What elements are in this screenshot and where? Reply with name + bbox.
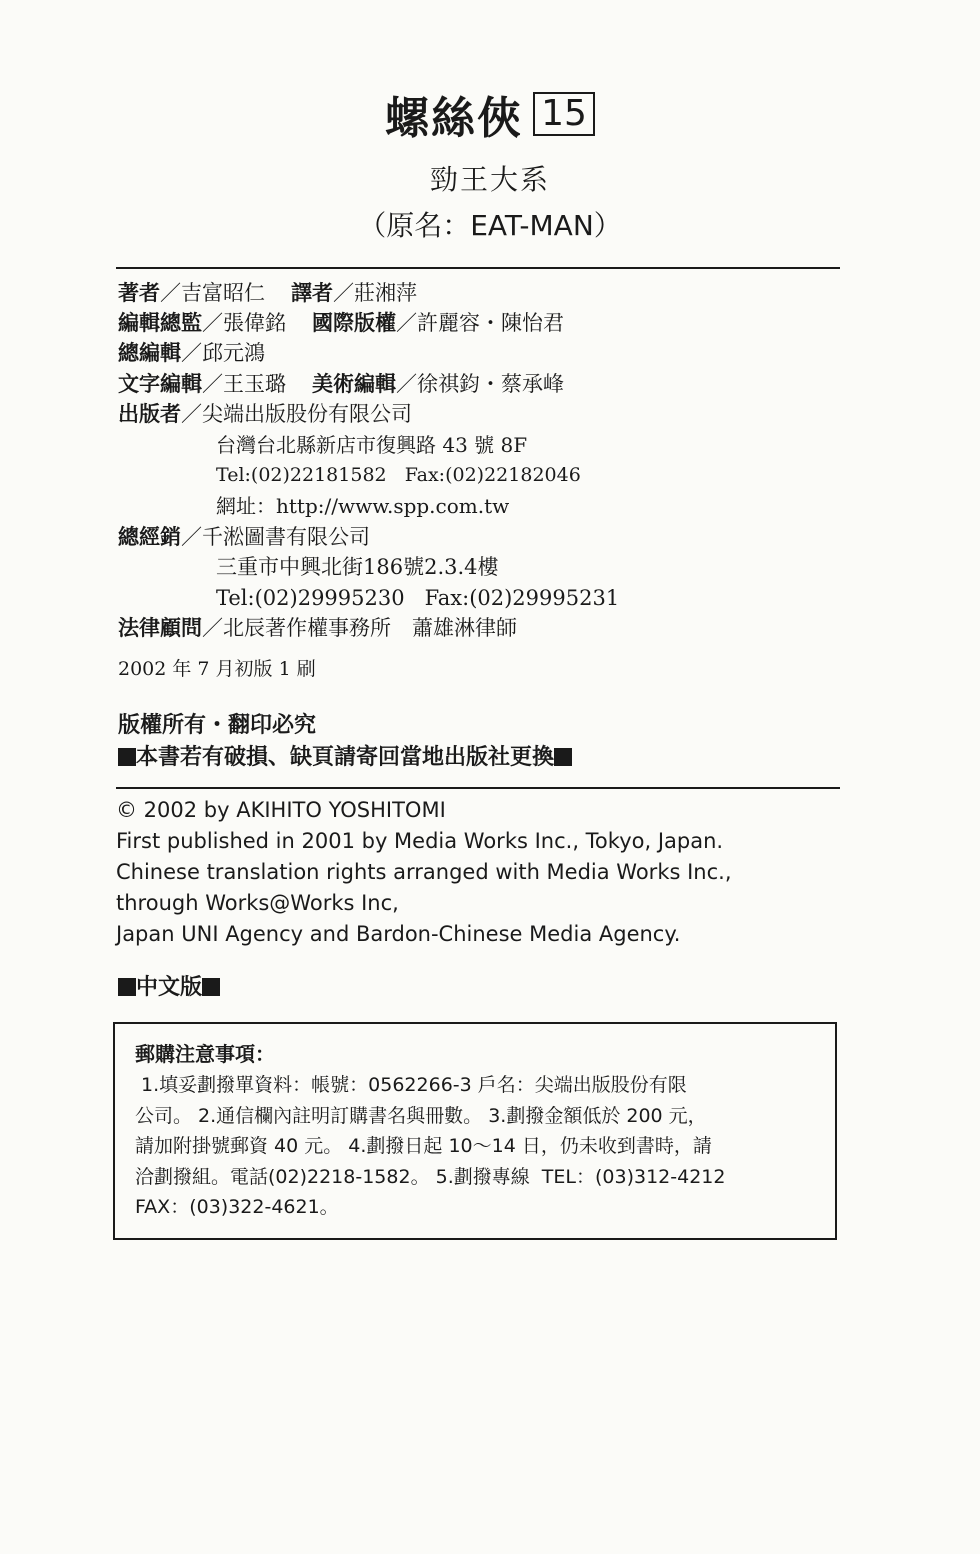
english-line-4: Japan UNI Agency and Bardon-Chinese Media Agency.	[116, 922, 681, 946]
credit-general-editor: 總編輯／邱元鴻	[118, 341, 265, 365]
square-bullet-icon	[118, 978, 136, 996]
distributor-address: 三重市中興北街186號2.3.4樓	[216, 555, 499, 579]
divider-middle	[116, 787, 840, 789]
chief-editor: 張偉銘	[223, 311, 286, 335]
order-notice-line: 公司。 2.通信欄內註明訂購書名與冊數。 3.劃撥金額低於 200 元，	[135, 1104, 707, 1127]
order-notice-box	[113, 1022, 837, 1240]
credit-distributor: 總經銷／千淞圖書有限公司	[118, 525, 370, 549]
english-line-1: First published in 2001 by Media Works Inc., Tokyo, Japan.	[116, 829, 724, 853]
general-editor-label: 總編輯	[118, 341, 181, 365]
rights-notice: 版權所有・翻印必究	[118, 713, 317, 738]
copyright-line: © 2002 by AKIHITO YOSHITOMI	[116, 798, 446, 822]
legal-label: 法律顧問	[118, 616, 202, 640]
order-notice-text	[135, 1070, 726, 1223]
title-row	[0, 82, 980, 146]
divider-top	[116, 267, 840, 269]
publisher-label: 出版者	[118, 402, 181, 426]
legal: 北辰著作權事務所 蕭雄淋律師	[223, 616, 517, 640]
art-editor-label: 美術編輯	[312, 372, 396, 396]
distributor-label: 總經銷	[118, 525, 181, 549]
credit-legal: 法律顧問／北辰著作權事務所 蕭雄淋律師	[118, 616, 517, 640]
credit-text-art-editor: 文字編輯／王玉璐 美術編輯／徐祺鈞・蔡承峰	[118, 372, 564, 396]
credit-author-translator: 著者／吉富昭仁 譯者／莊湘萍	[118, 281, 417, 305]
translator: 莊湘萍	[354, 281, 417, 305]
series-subtitle: 勁王大系	[429, 163, 550, 196]
original-name: （原名：EAT-MAN）	[358, 209, 622, 242]
distributor: 千淞圖書有限公司	[202, 525, 370, 549]
chinese-edition: 中文版	[136, 975, 203, 1000]
translator-label: 譯者	[291, 281, 333, 305]
square-bullet-icon	[554, 748, 572, 766]
art-editor: 徐祺鈞・蔡承峰	[417, 372, 564, 396]
replace-notice-line	[118, 740, 572, 771]
credit-publisher: 出版者／尖端出版股份有限公司	[118, 402, 412, 426]
author-label: 著者	[118, 281, 160, 305]
english-line-2: Chinese translation rights arranged with Media Works Inc.,	[116, 860, 732, 884]
chinese-edition-line	[118, 970, 220, 1001]
edition-date: 2002 年 7 月初版 1 刷	[118, 658, 316, 680]
order-notice-line: 請加附掛號郵資 40 元。 4.劃撥日起 10～14 日，仍未收到書時，請	[135, 1135, 712, 1157]
publisher-tel-fax: Tel:(02)22181582 Fax:(02)22182046	[216, 464, 581, 486]
square-bullet-icon	[202, 978, 220, 996]
square-bullet-icon	[118, 748, 136, 766]
replace-notice: 本書若有破損、缺頁請寄回當地出版社更換	[136, 745, 555, 770]
general-editor: 邱元鴻	[202, 341, 265, 365]
english-line-3: through Works@Works Inc,	[116, 891, 399, 915]
book-title: 螺絲俠	[385, 93, 524, 144]
text-editor-label: 文字編輯	[118, 372, 202, 396]
order-notice-line: FAX：(03)322-4621。	[135, 1196, 339, 1218]
intl-rights: 許麗容・陳怡君	[417, 311, 564, 335]
order-notice-title: 郵購注意事項：	[135, 1042, 275, 1066]
order-notice-line: 1.填妥劃撥單資料：帳號：0562266-3 戶名：尖端出版股份有限	[135, 1074, 687, 1096]
publisher-address: 台灣台北縣新店市復興路 43 號 8F	[216, 433, 528, 457]
publisher: 尖端出版股份有限公司	[202, 402, 412, 426]
distributor-tel-fax: Tel:(02)29995230 Fax:(02)29995231	[216, 586, 620, 610]
text-editor: 王玉璐	[223, 372, 286, 396]
order-notice-line: 洽劃撥組。電話(02)2218-1582。 5.劃撥專線 TEL：(03)312-4212	[135, 1165, 726, 1188]
chief-editor-label: 編輯總監	[118, 311, 202, 335]
intl-rights-label: 國際版權	[312, 311, 396, 335]
volume-number: 15	[533, 92, 595, 136]
publisher-url: 網址：http://www.spp.com.tw	[216, 494, 510, 518]
author: 吉富昭仁	[181, 281, 265, 305]
credit-editor-rights: 編輯總監／張偉銘 國際版權／許麗容・陳怡君	[118, 311, 564, 335]
